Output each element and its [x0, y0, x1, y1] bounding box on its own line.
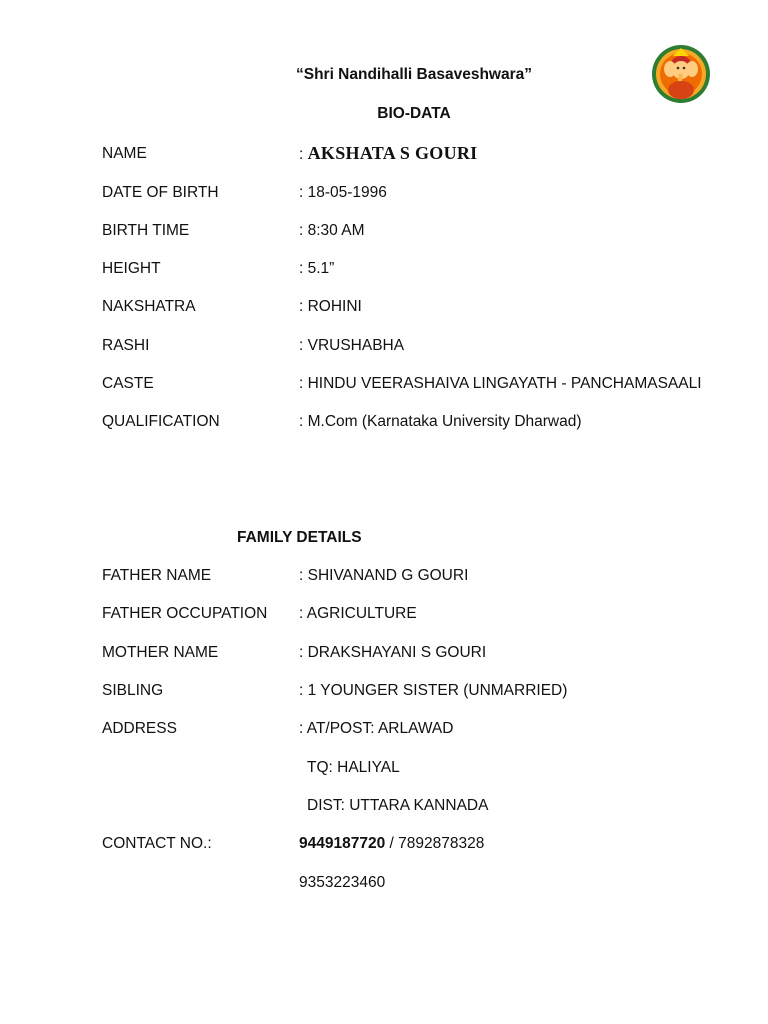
nakshatra-label: NAKSHATRA — [102, 298, 196, 315]
father-name-label: FATHER NAME — [102, 567, 212, 584]
father-occupation-label: FATHER OCCUPATION — [102, 605, 268, 622]
height-value: : 5.1” — [299, 260, 335, 277]
dob-value: : 18-05-1996 — [299, 184, 387, 201]
father-name-value: : SHIVANAND G GOURI — [299, 567, 469, 584]
caste-value: : HINDU VEERASHAIVA LINGAYATH - PANCHAMASAALI — [299, 375, 702, 392]
contact-label: CONTACT NO.: — [102, 835, 212, 852]
rashi-value: : VRUSHABHA — [299, 337, 405, 354]
contact-numbers — [299, 835, 484, 853]
name-value-row — [299, 144, 478, 164]
caste-label: CASTE — [102, 375, 154, 392]
document-subtitle: BIO-DATA — [377, 105, 451, 122]
sibling-value: : 1 YOUNGER SISTER (UNMARRIED) — [299, 682, 568, 699]
ganesha-logo-icon — [651, 42, 711, 106]
sibling-label: SIBLING — [102, 682, 164, 699]
address-line-3: DIST: UTTARA KANNADA — [307, 797, 489, 814]
height-label: HEIGHT — [102, 260, 161, 277]
name-label: NAME — [102, 145, 147, 162]
address-line-1: : AT/POST: ARLAWAD — [299, 720, 454, 737]
birth-time-value: : 8:30 AM — [299, 222, 365, 239]
contact-secondary: 7892878328 — [398, 835, 485, 852]
name-value: AKSHATA S GOURI — [307, 143, 478, 163]
contact-primary: 9449187720 — [299, 835, 386, 852]
nakshatra-value: : ROHINI — [299, 298, 362, 315]
contact-tertiary: 9353223460 — [299, 874, 386, 891]
mother-name-value: : DRAKSHAYANI S GOURI — [299, 644, 487, 661]
rashi-label: RASHI — [102, 337, 150, 354]
mother-name-label: MOTHER NAME — [102, 644, 219, 661]
contact-separator: / — [385, 835, 399, 852]
father-occupation-value: : AGRICULTURE — [299, 605, 417, 622]
document-title: “Shri Nandihalli Basaveshwara” — [295, 66, 533, 83]
family-details-heading: FAMILY DETAILS — [237, 529, 362, 546]
name-colon: : — [299, 146, 308, 163]
dob-label: DATE OF BIRTH — [102, 184, 219, 201]
birth-time-label: BIRTH TIME — [102, 222, 190, 239]
address-line-2: TQ: HALIYAL — [307, 759, 400, 776]
qualification-value: : M.Com (Karnataka University Dharwad) — [299, 413, 582, 430]
qualification-label: QUALIFICATION — [102, 413, 220, 430]
address-label: ADDRESS — [102, 720, 177, 737]
